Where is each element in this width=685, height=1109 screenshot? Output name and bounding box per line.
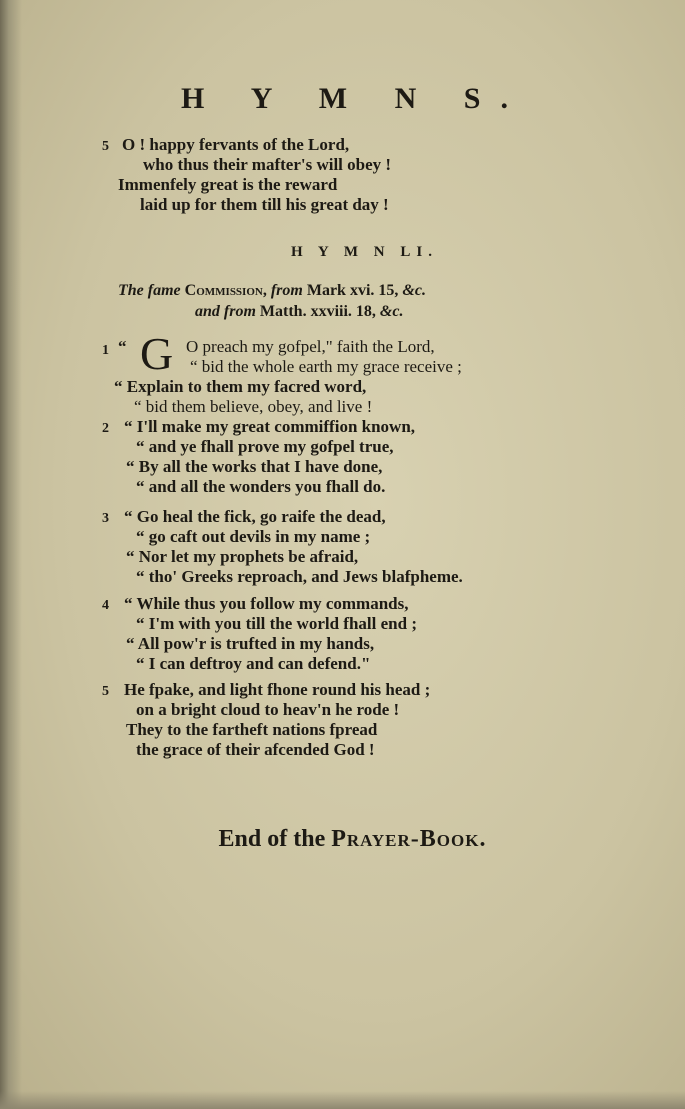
stanza-line: who thus their mafter's will obey ! xyxy=(143,155,392,174)
stanza-4 xyxy=(102,594,590,674)
subtitle-part: &c. xyxy=(379,303,404,320)
hymn-title: H Y M N LI. xyxy=(291,244,438,260)
stanza-line: “ bid the whole earth my grace receive ; xyxy=(190,357,462,376)
stanza-line: “ Go heal the fick, go raife the dead, xyxy=(124,507,386,526)
stanza-line: “ I'll make my great commiffion known, xyxy=(124,417,416,436)
stanza-line: “ While thus you follow my commands, xyxy=(124,594,409,613)
stanza-number: 2 xyxy=(102,421,109,436)
stanza-line: “ and ye fhall prove my gofpel true, xyxy=(136,437,394,456)
stanza-number: 1 xyxy=(102,343,109,358)
subtitle-part: &c. xyxy=(402,282,426,299)
stanza-number: 4 xyxy=(102,598,109,613)
running-head: H Y M N S. xyxy=(181,82,528,115)
drop-cap: G xyxy=(140,328,174,379)
stanza-line: “ tho' Greeks reproach, and Jews blafpheme. xyxy=(136,567,463,586)
stanza-number: 5 xyxy=(102,684,109,699)
subtitle-part: Commission, xyxy=(184,282,267,299)
stanza-line: “ and all the wonders you fhall do. xyxy=(136,477,386,496)
top-stanza xyxy=(102,135,590,215)
stanza-3 xyxy=(102,507,590,587)
hymn-subtitle-line-1 xyxy=(118,282,598,300)
open-quote: “ xyxy=(118,337,127,356)
stanza-line: O ! happy fervants of the Lord, xyxy=(122,135,350,154)
stanza-line: laid up for them till his great day ! xyxy=(140,195,389,214)
page-bottom-shadow xyxy=(0,1091,685,1109)
page-gutter-shadow xyxy=(0,0,22,1109)
hymn-subtitle-line-2 xyxy=(195,303,595,321)
end-line-part: End of the xyxy=(218,826,326,852)
stanza-line: “ Explain to them my facred word, xyxy=(114,377,367,396)
stanza-number: 3 xyxy=(102,511,109,526)
stanza-2 xyxy=(102,417,590,497)
stanza-line: He fpake, and light fhone round his head ; xyxy=(124,680,431,699)
stanza-line: “ I'm with you till the world fhall end ; xyxy=(136,614,417,633)
stanza-line: on a bright cloud to heav'n he rode ! xyxy=(136,700,400,719)
stanza-line: “ bid them believe, obey, and live ! xyxy=(134,397,373,416)
stanza-line: Immenfely great is the reward xyxy=(118,175,338,194)
subtitle-part: The fame xyxy=(118,282,181,299)
subtitle-part: Matth. xxviii. 18, xyxy=(259,303,376,320)
stanza-number: 5 xyxy=(102,139,109,154)
end-line-part: Prayer-Book. xyxy=(331,826,487,852)
stanza-line: the grace of their afcended God ! xyxy=(136,740,375,759)
end-of-book-line xyxy=(0,826,685,853)
stanza-line: “ All pow'r is trufted in my hands, xyxy=(126,634,375,653)
stanza-1 xyxy=(102,328,590,417)
stanza-line: “ By all the works that I have done, xyxy=(126,457,383,476)
stanza-line: “ Nor let my prophets be afraid, xyxy=(126,547,359,566)
subtitle-part: and from xyxy=(195,303,256,320)
stanza-line: They to the fartheft nations fpread xyxy=(126,720,378,739)
stanza-line: “ go caft out devils in my name ; xyxy=(136,527,371,546)
stanza-line: “ I can deftroy and can defend." xyxy=(136,654,371,673)
stanza-line: O preach my gofpel," faith the Lord, xyxy=(186,337,435,356)
subtitle-part: Mark xvi. 15, xyxy=(306,282,399,299)
stanza-5 xyxy=(102,680,590,760)
subtitle-part: from xyxy=(270,282,303,299)
